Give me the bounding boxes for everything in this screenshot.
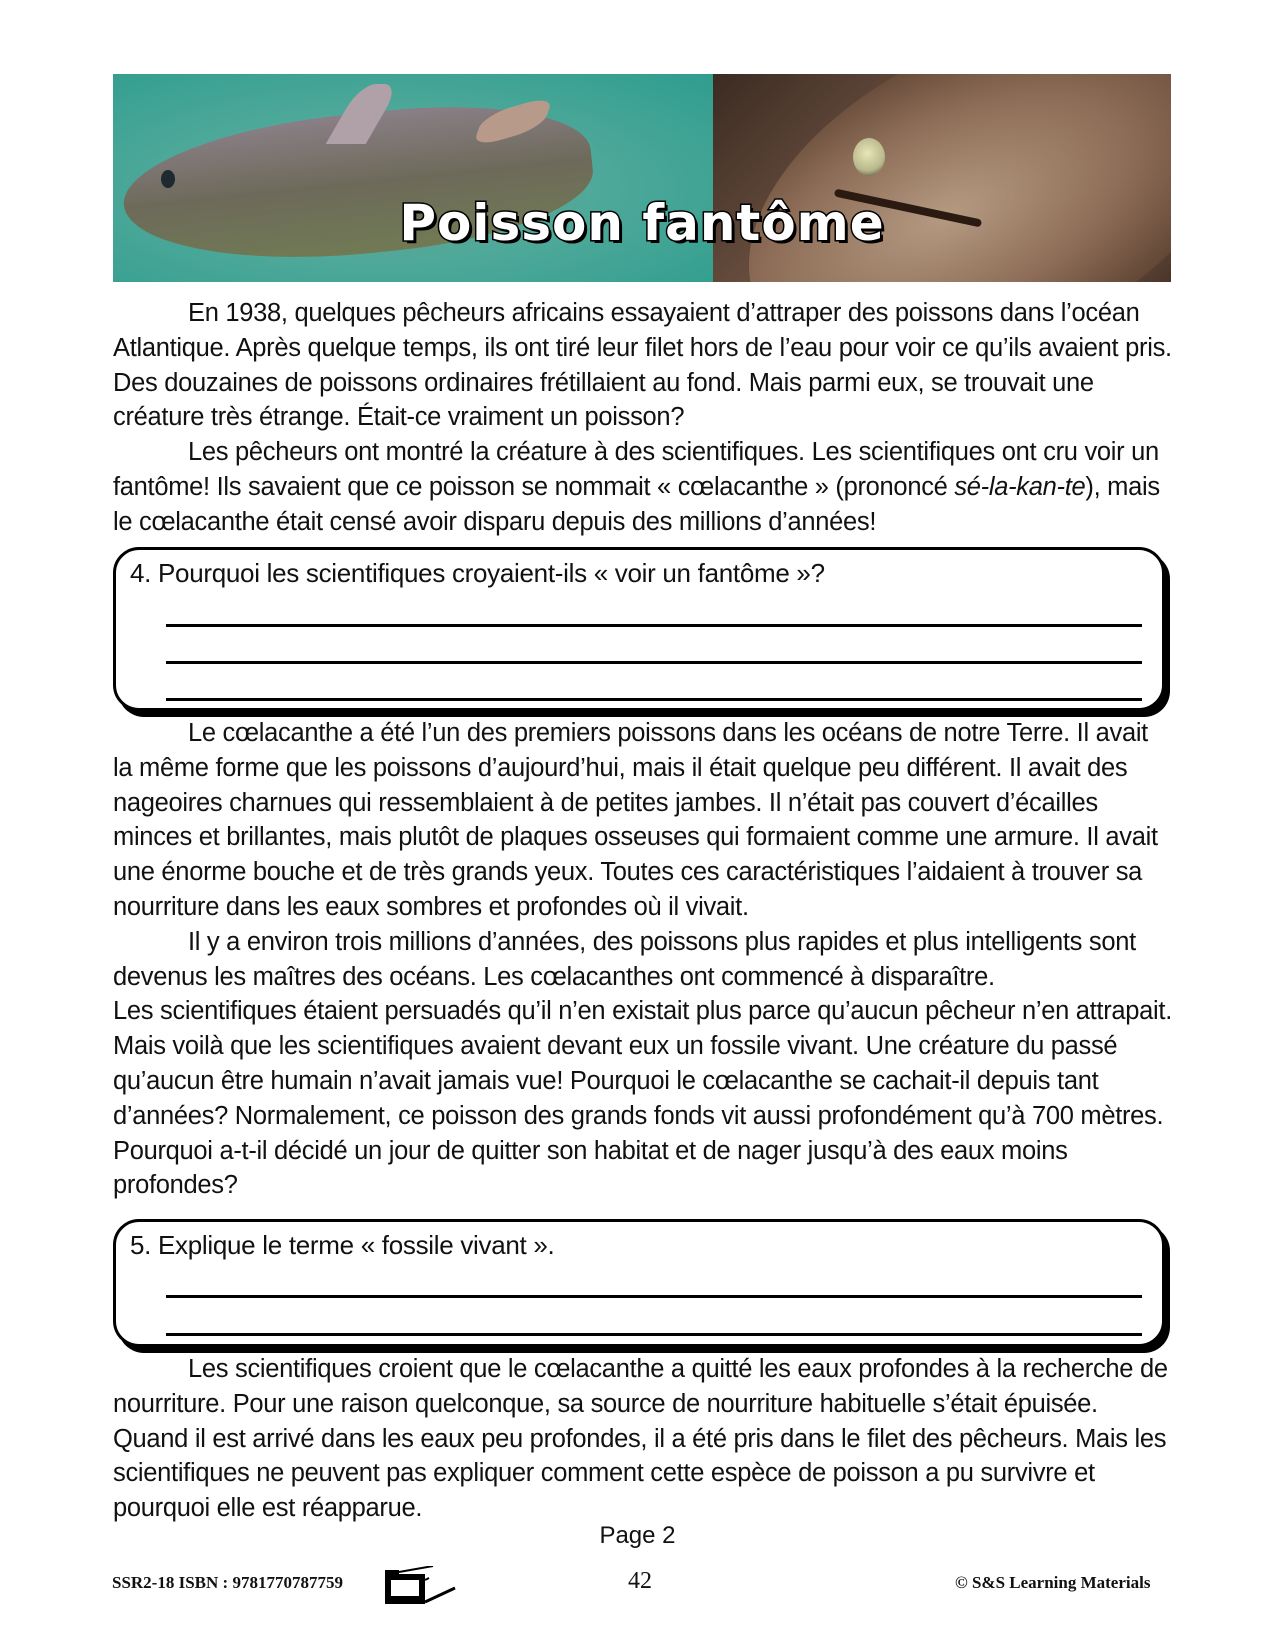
title-banner <box>113 74 1171 282</box>
fish-eye-shape <box>853 138 885 176</box>
intro-paragraph-1: En 1938, quelques pêcheurs africains essayaient d’attraper des poissons dans l’océan Atlantique. Après quelque temps, ils ont tiré leur filet hors de l’eau pour voir ce qu’ils avaient pris. Des douzaines de poissons ordinaires frétillaient au fond. Mais parmi eux, se trouvait une créature très étrange. Était-ce vraiment un poisson? <box>113 299 1172 432</box>
footer-isbn: SSR2-18 ISBN : 9781770787759 <box>112 1573 343 1592</box>
middle-text <box>113 716 1173 1203</box>
photocopier-icon <box>383 1566 459 1606</box>
middle-paragraph-3: Les scientifiques étaient persuadés qu’il n’en existait plus parce qu’aucun pêcheur n’en attrapait. Mais voilà que les scientifiques avaient devant eux un fossile vivant. Une créature du passé qu’aucun être humain n’avait jamais vue! Pourquoi le cœlacanthe se cachait-il depuis tant d’années? Normalement, ce poisson des grands fonds vit aussi profondément qu’à 700 mètres. Pourquoi a-t-il décidé un jour de quitter son habitat et de nager jusqu’à des eaux moins profondes? <box>113 997 1172 1200</box>
page-label: Page 2 <box>599 1522 676 1549</box>
page-title: Poisson fantôme <box>399 194 885 252</box>
closing-text <box>113 1352 1173 1526</box>
answer-line[interactable] <box>166 698 1142 701</box>
intro-paragraph-2-text-end: ), mais le cœlacanthe était censé avoir disparu depuis des millions d’années! <box>113 472 1160 536</box>
intro-paragraph-2-text: Les pêcheurs ont montré la créature à des scientifiques. Les scientifiques ont cru voir un fantôme! Ils savaient que ce poisson se nommait « cœlacanthe » (prononcé <box>113 438 1159 501</box>
answer-line[interactable] <box>166 624 1142 627</box>
question-5-box <box>113 1219 1165 1347</box>
fish-eye-shape <box>161 170 175 188</box>
middle-paragraph-2: Il y a environ trois millions d’années, des poissons plus rapides et plus intelligents sont devenus les maîtres des océans. Les cœlacanthes ont commencé à disparaître. <box>113 927 1136 991</box>
middle-paragraph-1: Le cœlacanthe a été l’un des premiers poissons dans les océans de notre Terre. Il avait la même forme que les poissons d’aujourd’hui, mais il était quelque peu différent. Il avait des nageoires charnues qui ressemblaient à de petites jambes. Il n’était pas couvert d’écailles minces et brillantes, mais plutôt de plaques osseuses qui formaient comme une armure. Il avait une énorme bouche et de très grands yeux. Toutes ces caractéristiques l’aidaient à trouver sa nourriture dans les eaux sombres et profondes où il vivait. <box>113 719 1158 921</box>
question-5-text: 5. Explique le terme « fossile vivant ». <box>130 1230 555 1260</box>
intro-paragraph-2 <box>113 435 1173 539</box>
answer-line[interactable] <box>166 1295 1142 1298</box>
answer-line[interactable] <box>166 1333 1142 1336</box>
closing-paragraph: Les scientifiques croient que le cœlacanthe a quitté les eaux profondes à la recherche de nourriture. Pour une raison quelconque, sa source de nourriture habituelle s’était épuisée. Quand il est arrivé dans les eaux peu profondes, il a été pris dans le filet des pêcheurs. Mais les scientifiques ne peuvent pas expliquer comment cette espèce de poisson a pu survivre et pourquoi elle est réapparue. <box>113 1355 1168 1523</box>
pronunciation: sé-la-kan-te <box>954 472 1086 501</box>
intro-text <box>113 296 1173 540</box>
footer-copyright: © S&S Learning Materials <box>955 1573 1151 1592</box>
answer-line[interactable] <box>166 661 1142 664</box>
page-number: 42 <box>628 1568 652 1594</box>
question-4-box <box>113 547 1165 711</box>
question-4-text: 4. Pourquoi les scientifiques croyaient-ils « voir un fantôme »? <box>130 558 825 588</box>
